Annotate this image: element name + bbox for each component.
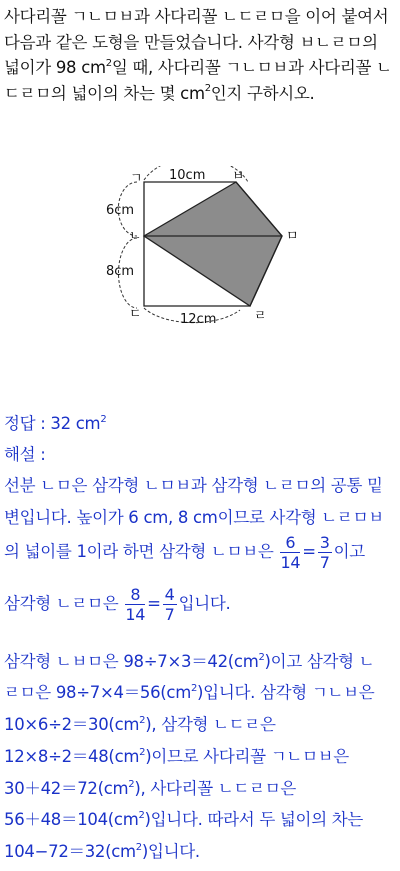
solution-line-10	[4, 806, 398, 830]
solution-line-10-b: )입니다. 따라서 두 넓이의 차는	[144, 810, 364, 829]
vertex-label-m: ㅁ	[286, 229, 299, 244]
solution-line-11-a: 104−72＝32(cm	[4, 842, 136, 861]
solution-line-4-b: 입니다.	[178, 594, 231, 613]
fraction-3-7	[318, 533, 332, 572]
solution-line-11	[4, 838, 398, 862]
answer-prefix: 정답 : 32 cm	[4, 414, 101, 433]
solution-line-10-sup: 2	[138, 809, 145, 821]
solution-line-9-b: ), 사다리꼴 ㄴㄷㄹㅁ은	[134, 779, 297, 798]
dim-left-bottom: 8cm	[106, 264, 135, 279]
solution-line-11-b: )입니다.	[141, 842, 200, 861]
shaded-quadrilateral	[144, 182, 282, 306]
problem-text	[4, 4, 398, 106]
fraction-3-7-denominator: 7	[319, 553, 330, 572]
solution-line-4	[4, 584, 398, 624]
solution-line-7	[4, 711, 398, 735]
solution-line-9-sup: 2	[128, 778, 135, 790]
solution-line-6-sup: 2	[190, 682, 198, 694]
solution-line-9	[4, 775, 398, 799]
answer-sup: 2	[100, 413, 107, 425]
vertex-label-n: ㄴ	[129, 229, 142, 244]
solution-line-10-a: 56＋48＝104(cm	[4, 810, 139, 829]
solution-line-5	[4, 648, 398, 672]
dim-left-top: 6cm	[106, 203, 135, 218]
solution-line-5-sup: 2	[258, 651, 265, 663]
fraction-4-7-denominator: 7	[164, 605, 175, 624]
fraction-4-7-numerator: 4	[164, 585, 175, 604]
problem-sup-b: 2	[204, 83, 211, 94]
fraction-4-7	[163, 585, 177, 624]
problem-statement	[4, 4, 398, 106]
equals-sign-2: =	[147, 594, 161, 613]
vertex-label-r: ㄹ	[254, 309, 267, 324]
solution-line-4-a: 삼각형 ㄴㄹㅁ은	[4, 594, 119, 613]
solution-line-11-sup: 2	[135, 841, 142, 853]
solution-line-8-a: 12×8÷2＝48(cm	[4, 747, 140, 766]
problem-sup-a: 2	[105, 57, 112, 69]
fraction-8-14	[125, 585, 145, 624]
fraction-3-7-numerator: 3	[319, 533, 330, 552]
problem-text-c: 인지 구하시오.	[210, 83, 315, 103]
solution-line-8-sup: 2	[139, 746, 146, 758]
solution-line-7-b: ), 삼각형 ㄴㄷㄹ은	[145, 715, 276, 734]
fraction-6-14-numerator: 6	[280, 533, 300, 553]
fraction-8-14-numerator: 8	[125, 585, 145, 605]
solution-line-9-a: 30＋42＝72(cm	[4, 779, 129, 798]
problem-text-b: 일 때, 사다리꼴 ㄱㄴㅁㅂ과 사다리꼴 ㄴㄷㄹㅁ의 넓이의 차는 몇 cm	[4, 58, 392, 103]
trapezoid-figure	[100, 166, 300, 336]
solution-line-7-a: 10×6÷2＝30(cm	[4, 715, 140, 734]
solution-line-3-b: 이고	[333, 542, 365, 561]
solution-line-3	[4, 532, 398, 572]
solution-heading: 해설 :	[4, 445, 46, 464]
fraction-6-14-denominator: 14	[280, 553, 301, 572]
dim-top: 10cm	[169, 168, 206, 183]
solution-line-2: 변입니다. 높이가 6 cm, 8 cm이므로 사각형 ㄴㄹㅁㅂ	[4, 508, 384, 527]
problem-text-a: 사다리꼴 ㄱㄴㅁㅂ과 사다리꼴 ㄴㄷㄹㅁ을 이어 붙여서 다음과 같은 도형을 만들었습니다. 사각형 ㅂㄴㄹㅁ의 넓이가 98 cm	[4, 7, 389, 77]
vertex-label-b: ㅂ	[232, 169, 245, 184]
dim-bottom: 12cm	[180, 312, 217, 327]
solution-line-5-a: 삼각형 ㄴㅂㅁ은 98÷7×3＝42(cm	[4, 652, 259, 671]
solution-line-3-a: 의 넓이를 1이라 하면 삼각형 ㄴㅁㅂ은	[4, 542, 274, 561]
fraction-8-14-denominator: 14	[125, 605, 146, 624]
solution-line-5-b: )이고 삼각형 ㄴ	[264, 652, 375, 671]
solution-line-6	[4, 679, 398, 703]
solution-line-7-sup: 2	[139, 714, 146, 726]
solution-line-1: 선분 ㄴㅁ은 삼각형 ㄴㅁㅂ과 삼각형 ㄴㄹㅁ의 공통 밑	[4, 476, 383, 495]
vertex-label-g: ㄱ	[130, 171, 143, 186]
solution-line-8-b: )이므로 사다리꼴 ㄱㄴㅁㅂ은	[145, 747, 349, 766]
equals-sign-1: =	[302, 542, 316, 561]
solution-line-8	[4, 743, 398, 767]
fraction-6-14	[280, 533, 300, 572]
answer-line	[4, 410, 398, 434]
solution-line-6-b: )입니다. 삼각형 ㄱㄴㅂ은	[197, 683, 375, 702]
solution-line-6-a: ㄹㅁ은 98÷7×4＝56(cm	[4, 683, 191, 702]
vertex-label-d: ㄷ	[129, 307, 142, 322]
